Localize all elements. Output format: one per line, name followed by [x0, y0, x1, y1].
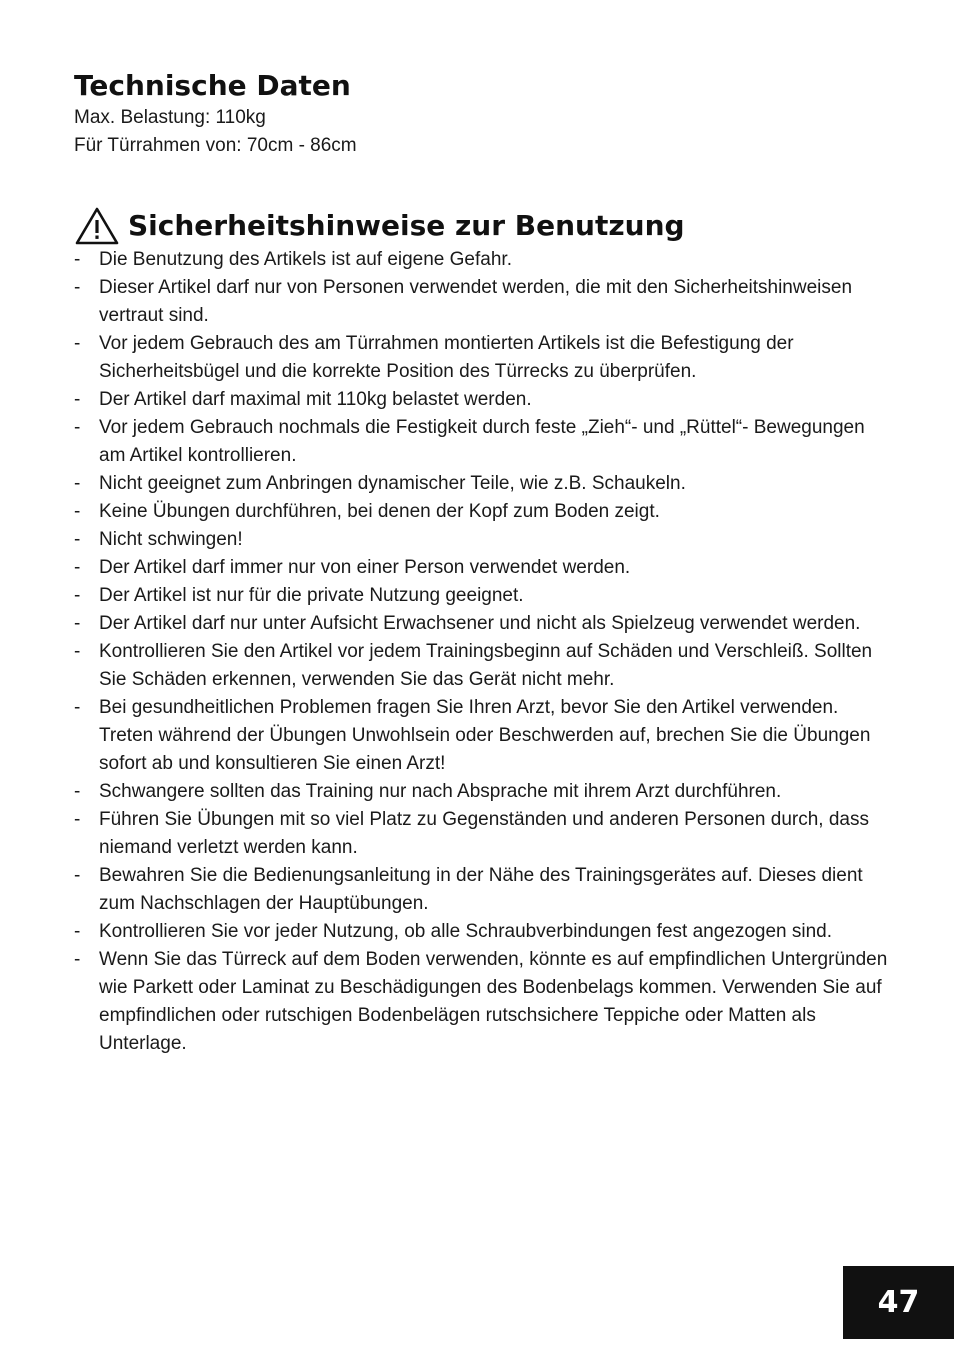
bullet-dash: -: [74, 809, 81, 830]
safety-item-text: Die Benutzung des Artikels ist auf eigene Gefahr.: [99, 249, 512, 270]
bullet-dash: -: [74, 557, 81, 578]
list-item: [74, 386, 889, 414]
safety-item-text: Keine Übungen durchführen, bei denen der Kopf zum Boden zeigt.: [99, 501, 660, 522]
list-item: [74, 414, 889, 470]
list-item: [74, 694, 889, 778]
list-item: [74, 554, 889, 582]
bullet-dash: -: [74, 333, 81, 354]
technical-data-section: [74, 68, 894, 160]
bullet-dash: -: [74, 529, 81, 550]
list-item: [74, 470, 889, 498]
safety-item-text: Wenn Sie das Türreck auf dem Boden verwenden, könnte es auf empfindlichen Untergründen wie Parkett oder Laminat zu Beschädigungen des Bodenbelags kommen. Verwenden Sie auf empfindlichen oder rutschigen Bodenbelägen rutschsichere Teppiche oder Matten als Unterlage.: [99, 949, 888, 1054]
spec-max-load: Max. Belastung: 110kg: [74, 107, 266, 128]
bullet-dash: -: [74, 277, 81, 298]
safety-item-text: Nicht geeignet zum Anbringen dynamischer Teile, wie z.B. Schaukeln.: [99, 473, 686, 494]
safety-item-text: Vor jedem Gebrauch nochmals die Festigkeit durch feste „Zieh“- und „Rüttel“- Bewegungen am Artikel kontrollieren.: [99, 417, 865, 466]
bullet-dash: -: [74, 473, 81, 494]
safety-item-text: Kontrollieren Sie den Artikel vor jedem Trainingsbeginn auf Schäden und Verschleiß. Sollten Sie Schäden erkennen, verwenden Sie das Gerät nicht mehr.: [99, 641, 873, 690]
bullet-dash: -: [74, 613, 81, 634]
list-item: [74, 274, 889, 330]
safety-item-text: Der Artikel darf immer nur von einer Person verwendet werden.: [99, 557, 631, 578]
bullet-dash: -: [74, 501, 81, 522]
safety-item-text: Bewahren Sie die Bedienungsanleitung in der Nähe des Trainingsgerätes auf. Dieses dient zum Nachschlagen der Hauptübungen.: [99, 865, 863, 914]
safety-item-text: Der Artikel darf maximal mit 110kg belastet werden.: [99, 389, 532, 410]
safety-item-text: Nicht schwingen!: [99, 529, 243, 550]
safety-heading: [74, 206, 894, 246]
list-item: [74, 862, 889, 918]
list-item: [74, 806, 889, 862]
bullet-dash: -: [74, 697, 81, 718]
safety-title: Sicherheitshinweise zur Benutzung: [128, 209, 685, 242]
safety-item-text: Vor jedem Gebrauch des am Türrahmen montierten Artikels ist die Befestigung der Sicherheitsbügel und die korrekte Position des Türrecks zu überprüfen.: [99, 333, 794, 382]
list-item: [74, 946, 889, 1058]
safety-list: [74, 246, 894, 1058]
bullet-dash: -: [74, 865, 81, 886]
list-item: [74, 610, 889, 638]
safety-item-text: Dieser Artikel darf nur von Personen verwendet werden, die mit den Sicherheitshinweisen vertraut sind.: [99, 277, 853, 326]
list-item: [74, 526, 889, 554]
bullet-dash: -: [74, 389, 81, 410]
list-item: [74, 246, 889, 274]
bullet-dash: -: [74, 249, 81, 270]
safety-item-text: Führen Sie Übungen mit so viel Platz zu Gegenständen und anderen Personen durch, dass niemand verletzt werden kann.: [99, 809, 869, 858]
bullet-dash: -: [74, 781, 81, 802]
warning-triangle-icon: [74, 206, 120, 246]
list-item: [74, 778, 889, 806]
list-item: [74, 498, 889, 526]
bullet-dash: -: [74, 921, 81, 942]
list-item: [74, 918, 889, 946]
list-item: [74, 582, 889, 610]
list-item: [74, 638, 889, 694]
bullet-dash: -: [74, 949, 81, 970]
safety-item-text: Kontrollieren Sie vor jeder Nutzung, ob alle Schraubverbindungen fest angezogen sind.: [99, 921, 833, 942]
bullet-dash: -: [74, 641, 81, 662]
bullet-dash: -: [74, 585, 81, 606]
spec-door-frame-width: Für Türrahmen von: 70cm - 86cm: [74, 135, 357, 156]
safety-instructions-section: [74, 206, 894, 1058]
safety-item-text: Der Artikel darf nur unter Aufsicht Erwachsener und nicht als Spielzeug verwendet werden.: [99, 613, 861, 634]
bullet-dash: -: [74, 417, 81, 438]
safety-item-text: Schwangere sollten das Training nur nach Absprache mit ihrem Arzt durchführen.: [99, 781, 782, 802]
technical-data-title: Technische Daten: [74, 69, 351, 102]
safety-item-text: Bei gesundheitlichen Problemen fragen Sie Ihren Arzt, bevor Sie den Artikel verwenden. Treten während der Übungen Unwohlsein oder Beschwerden auf, brechen Sie die Übungen sofort ab und konsultieren Sie einen Arzt!: [99, 697, 871, 774]
page-number-badge: 47: [843, 1266, 954, 1339]
list-item: [74, 330, 889, 386]
safety-item-text: Der Artikel ist nur für die private Nutzung geeignet.: [99, 585, 524, 606]
